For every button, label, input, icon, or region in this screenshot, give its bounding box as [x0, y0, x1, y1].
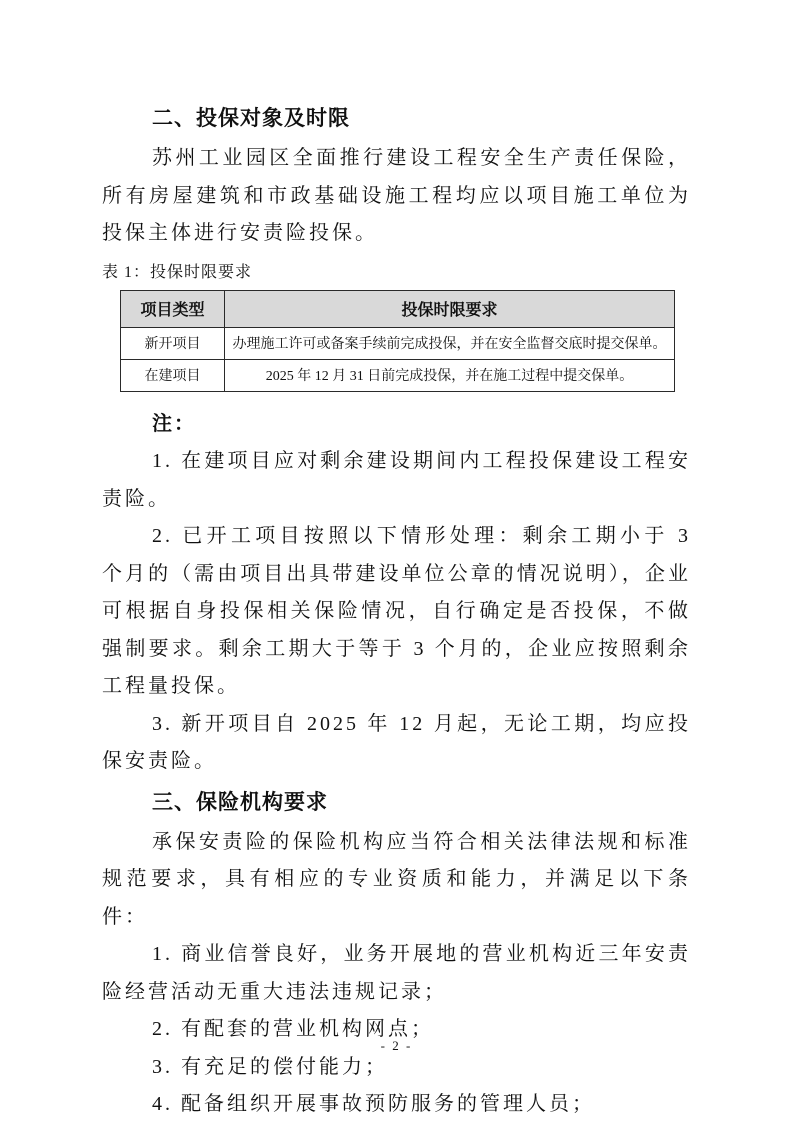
note-item-2: 2. 已开工项目按照以下情形处理：剩余工期小于 3 个月的（需由项目出具带建设单位公章的情况说明），企业可根据自身投保相关保险情况，自行确定是否投保，不做强制要求。剩余工期大于等于 3 个月的，企业应按照剩余工程量投保。: [102, 525, 691, 697]
cell-requirement: 办理施工许可或备案手续前完成投保，并在安全监督交底时提交保单。: [225, 327, 675, 359]
condition-item-4: 4. 配备组织开展事故预防服务的管理人员；: [152, 1093, 595, 1115]
page-number: - 2 -: [380, 1038, 413, 1053]
condition-item-2: 2. 有配套的营业机构网点；: [152, 1018, 434, 1040]
table-header-deadline-requirement: 投保时限要求: [225, 290, 675, 327]
insurance-deadline-table: [120, 290, 675, 392]
condition-item-3: 3. 有充足的偿付能力；: [152, 1055, 388, 1078]
section3-heading: 三、保险机构要求: [152, 790, 328, 814]
cell-requirement: 2025 年 12 月 31 日前完成投保，并在施工过程中提交保单。: [225, 359, 675, 391]
section2-paragraph: 苏州工业园区全面推行建设工程安全生产责任保险，所有房屋建筑和市政基础设施工程均应以项目施工单位为投保主体进行安责险投保。: [102, 147, 691, 244]
section3-paragraph: 承保安责险的保险机构应当符合相关法律法规和标准规范要求，具有相应的专业资质和能力，并满足以下条件：: [102, 830, 691, 928]
condition-item-1: 1. 商业信誉良好，业务开展地的营业机构近三年安责险经营活动无重大违法违规记录；: [102, 943, 691, 1003]
table-row-new-project: [121, 327, 675, 359]
note-item-3: 3. 新开项目自 2025 年 12 月起，无论工期，均应投保安责险。: [102, 712, 691, 772]
cell-project-type: 在建项目: [121, 359, 225, 391]
table-header-row: [121, 290, 675, 327]
table-header-project-type: 项目类型: [121, 290, 225, 327]
table1-caption: 表 1：投保时限要求: [102, 263, 253, 281]
note-item-1: 1. 在建项目应对剩余建设期间内工程投保建设工程安责险。: [102, 450, 691, 510]
cell-project-type: 新开项目: [121, 327, 225, 359]
section2-heading: 二、投保对象及时限: [152, 107, 350, 130]
notes-label: 注：: [152, 412, 196, 435]
table-row-ongoing-project: [121, 359, 675, 391]
